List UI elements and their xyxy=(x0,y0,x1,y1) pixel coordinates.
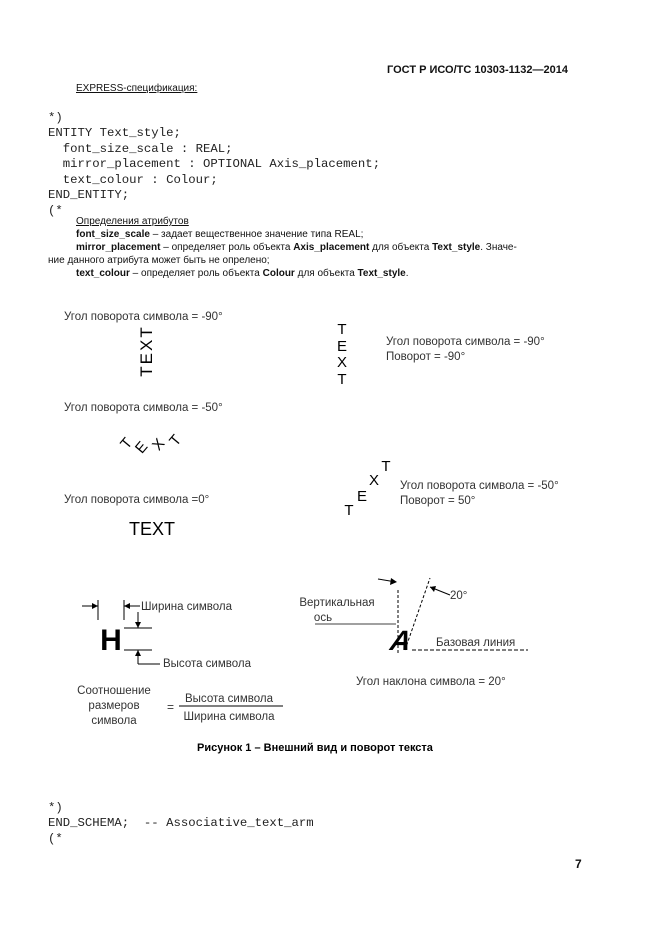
attributes-heading: Определения атрибутов xyxy=(76,216,189,227)
ratio-label-line3: символа xyxy=(91,715,137,727)
aspect-ratio-formula xyxy=(77,685,283,727)
ratio-label-line1: Соотношение xyxy=(77,685,151,697)
label-right2-rotation: Поворот = 50° xyxy=(400,495,476,507)
figure-caption: Рисунок 1 – Внешний вид и поворот текста xyxy=(197,742,433,754)
glyph: E xyxy=(356,488,368,505)
attr-desc: . Значе- xyxy=(480,242,517,253)
attr-desc: – определяет роль объекта xyxy=(129,268,263,279)
code-line: *) xyxy=(48,800,63,815)
code-line: ENTITY Text_style; xyxy=(48,126,181,140)
document-id: ГОСТ Р ИСО/ТС 10303-1132—2014 xyxy=(387,64,568,76)
glyph: T xyxy=(337,371,347,388)
label-right1-rotation: Поворот = -90° xyxy=(386,351,466,363)
express-heading: EXPRESS-спецификация: xyxy=(76,83,198,94)
label-angle-m90: Угол поворота символа = -90° xyxy=(64,311,223,323)
label-angle-0: Угол поворота символа =0° xyxy=(64,494,210,506)
code-line: END_SCHEMA; -- Associative_text_arm xyxy=(48,816,314,830)
glyph: E xyxy=(336,338,348,355)
glyph: E xyxy=(131,438,152,457)
arrowhead xyxy=(390,578,397,585)
attr-desc: . xyxy=(405,268,409,279)
sample-text-0: TEXT xyxy=(128,519,176,539)
ratio-numerator: Высота символа xyxy=(185,693,273,705)
ratio-equals: = xyxy=(167,700,175,714)
ratio-label-line2: размеров xyxy=(88,700,140,712)
glyph: T xyxy=(117,434,137,453)
glyph: X xyxy=(336,354,348,371)
arrowhead xyxy=(135,650,141,656)
sample-text-diagonal xyxy=(344,458,390,519)
attr-name: mirror_placement xyxy=(76,242,161,253)
attr-mirror-placement-cont: ние данного атрибута может быть не опрелено; xyxy=(48,255,270,266)
sample-text-content: TEXT xyxy=(137,325,157,377)
attr-desc: – определяет роль объекта xyxy=(160,242,294,253)
attr-desc: – задает вещественное значение типа REAL; xyxy=(149,229,364,240)
char-dimension-diagram xyxy=(82,600,252,670)
glyph: X xyxy=(368,472,380,489)
code-line: (* xyxy=(48,203,63,218)
code-line: *) xyxy=(48,110,63,125)
label-vertical-line2: ось xyxy=(313,612,333,624)
slant-diagram xyxy=(299,578,528,688)
label-vertical-line1: Вертикальная xyxy=(299,597,375,609)
code-line: END_ENTITY; xyxy=(48,188,130,202)
schema-end-code xyxy=(48,785,314,863)
glyph: X xyxy=(148,435,169,454)
code-line: mirror_placement : OPTIONAL Axis_placement; xyxy=(48,157,381,171)
glyph: T xyxy=(337,321,347,338)
code-line: font_size_scale : REAL; xyxy=(48,141,233,156)
arrowhead xyxy=(124,603,130,609)
arrowhead xyxy=(92,603,98,609)
label-right1-angle: Угол поворота символа = -90° xyxy=(386,336,545,348)
attr-desc: для объекта xyxy=(369,242,433,253)
glyph: T xyxy=(166,431,186,450)
label-angle-m50: Угол поворота символа = -50° xyxy=(64,402,223,414)
page-number: 7 xyxy=(575,857,582,871)
attr-name: text_colour xyxy=(76,268,130,279)
letter-a-slanted: A xyxy=(385,625,417,657)
label-angle-20: 20° xyxy=(450,590,468,602)
sample-text-vertical xyxy=(337,321,347,388)
attr-ref: Text_style xyxy=(432,242,481,253)
glyph: T xyxy=(344,502,354,519)
ratio-denominator: Ширина символа xyxy=(183,711,275,723)
glyph: T xyxy=(381,458,391,475)
sample-text-m90 xyxy=(137,325,156,376)
label-char-height: Высота символа xyxy=(163,658,251,670)
letter-h: H xyxy=(100,624,122,657)
attr-ref: Colour xyxy=(262,268,295,279)
label-slant: Угол наклона символа = 20° xyxy=(356,676,506,688)
sample-text-m50 xyxy=(117,432,185,457)
attr-ref: Axis_placement xyxy=(293,242,370,253)
attr-ref: Text_style xyxy=(357,268,406,279)
attr-name: font_size_scale xyxy=(76,229,150,240)
attr-desc: для объекта xyxy=(294,268,358,279)
label-baseline: Базовая линия xyxy=(436,637,516,649)
code-line: text_colour : Colour; xyxy=(48,172,218,187)
label-right2-angle: Угол поворота символа = -50° xyxy=(400,480,559,492)
arrowhead xyxy=(135,622,141,628)
code-line: (* xyxy=(48,831,63,846)
label-char-width: Ширина символа xyxy=(141,601,233,613)
